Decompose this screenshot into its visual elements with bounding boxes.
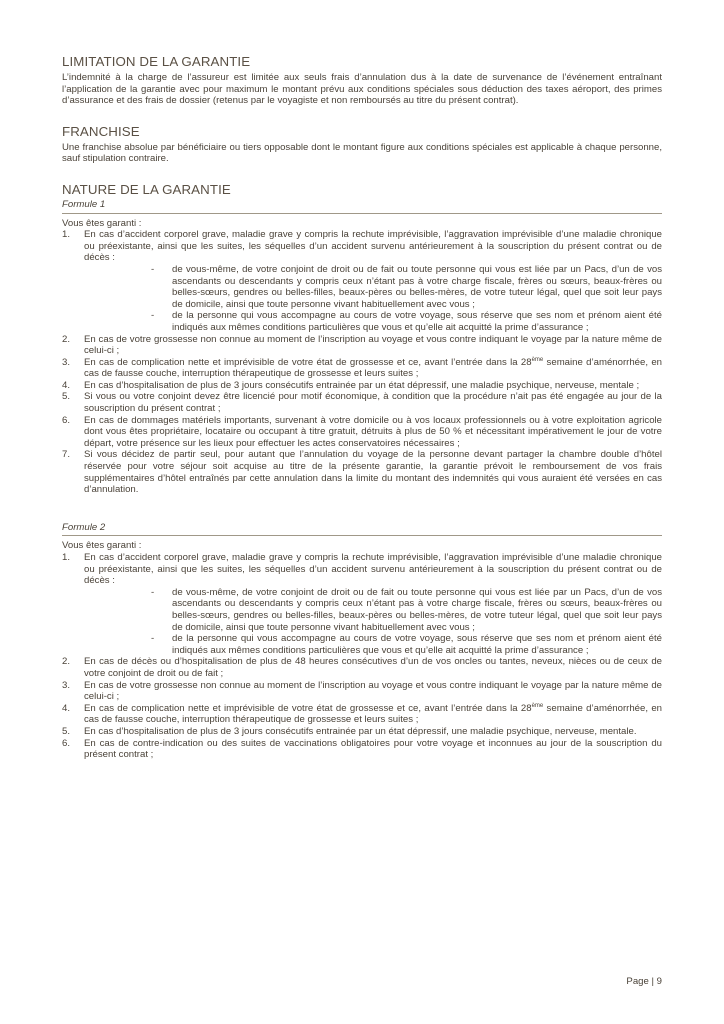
- formule-1-list: [62, 229, 662, 496]
- limitation-title: LIMITATION DE LA GARANTIE: [62, 54, 251, 69]
- item-number: 2.: [62, 333, 71, 345]
- superscript: ème: [531, 356, 544, 363]
- item-text: En cas d’accident corporel grave, maladie grave y compris la rechute imprévisible, l’aggravation imprévisible d’une maladie chronique ou préexistante, ainsi que les suites, les séquelles d’un accident survenu antérieurement à la souscription du présent contrat ou de décès :: [84, 229, 662, 264]
- sub-list: [84, 587, 662, 657]
- list-item: [62, 680, 662, 703]
- formule-2-list: [62, 552, 662, 761]
- item-number: 5.: [62, 391, 71, 403]
- item-text: En cas de dommages matériels importants, survenant à votre domicile ou à vos locaux professionnels ou à votre exploitation agricole dont vous êtes propriétaire, locataire ou occupant à titre gratuit, détruits à plus de 50 % et nécessitant impérativement le jour de votre départ, votre présence sur les lieux pour effectuer les actes conservatoires nécessaires ;: [84, 414, 662, 449]
- formule-1-lead: Vous êtes garanti :: [62, 217, 142, 229]
- list-item: [62, 703, 662, 726]
- list-item: [62, 726, 662, 738]
- sub-item-text: de vous-même, de votre conjoint de droit ou de fait ou toute personne qui vous est liée par un Pacs, d’un de vos ascendants ou descendants y compris ceux n’étant pas à votre charge fiscale, frères ou sœurs, beaux-frères ou belles-sœurs, gendres ou belles-filles, beaux-pères ou belles-mères, de votre tuteur légal, quel que soit leur pays de domicile, ainsi que toute personne vivant habituellement avec vous ;: [172, 263, 662, 310]
- item-number: 6.: [62, 737, 71, 749]
- dash-bullet: -: [151, 633, 155, 645]
- franchise-title: FRANCHISE: [62, 123, 140, 139]
- dash-bullet: -: [151, 586, 155, 598]
- list-item: [62, 738, 662, 761]
- list-item: [62, 415, 662, 450]
- list-item: [62, 380, 662, 392]
- sub-list: [84, 264, 662, 334]
- item-number: 5.: [62, 725, 71, 737]
- franchise-section: [62, 124, 662, 165]
- item-text: Si vous décidez de partir seul, pour autant que l’annulation du voyage de la personne devant partager la chambre double d’hôtel réservée pour votre séjour soit acquise au titre de la présente garantie, la garantie prévoit le remboursement de vos frais supplémentaires d’hôtel entraînés par cette annulation dans la limite du montant des indemnités qui vous auraient été versées en cas d’annulation.: [84, 449, 662, 496]
- limitation-section: [62, 54, 662, 107]
- item-text-after: semaine d’aménorrhée, en cas de fausse couche, interruption thérapeutique de grossesse et leurs suites ;: [84, 356, 663, 380]
- item-number: 3.: [62, 679, 71, 691]
- page-number: Page | 9: [626, 976, 662, 987]
- item-number: 6.: [62, 414, 71, 426]
- item-number: 4.: [62, 379, 71, 391]
- sub-list-item: [84, 633, 662, 656]
- nature-section: [62, 182, 662, 761]
- item-number: 4.: [62, 702, 71, 714]
- item-number: 3.: [62, 356, 71, 368]
- item-number: 7.: [62, 449, 71, 461]
- list-item: [62, 391, 662, 414]
- sub-list-item: [84, 310, 662, 333]
- item-text: Si vous ou votre conjoint devez être licencié pour motif économique, à condition que la procédure n’ait pas été engagée au jour de la souscription du présent contrat ;: [84, 391, 662, 415]
- item-text: En cas d’accident corporel grave, maladie grave y compris la rechute imprévisible, l’aggravation imprévisible d’une maladie chronique ou préexistante, ainsi que les suites, les séquelles d’un accident survenu antérieurement à la souscription du présent contrat ou de décès :: [84, 552, 662, 587]
- list-item: [62, 357, 662, 380]
- sub-item-text: de la personne qui vous accompagne au cours de votre voyage, sous réserve que ses nom et prénom aient été indiqués aux mêmes conditions particulières que vous et qu’elle ait acquitté la prime d’assurance ;: [172, 633, 662, 656]
- sub-list-item: [84, 264, 662, 310]
- item-text: En cas de décès ou d’hospitalisation de plus de 48 heures consécutives d’un de vos oncles ou tantes, neveux, nièces ou de ceux de votre conjoint de droit ou de fait ;: [84, 656, 662, 679]
- list-item: [62, 449, 662, 495]
- franchise-text: Une franchise absolue par bénéficiaire ou tiers opposable dont le montant figure aux conditions spéciales est applicable à chaque personne, sauf stipulation contraire.: [62, 141, 662, 165]
- item-text: En cas d’hospitalisation de plus de 3 jours consécutifs entrainée par un état dépressif, une maladie psychique, nerveuse, mentale.: [84, 725, 637, 737]
- sub-item-text: de vous-même, de votre conjoint de droit ou de fait ou toute personne qui vous est liée par un Pacs, d’un de vos ascendants ou descendants y compris ceux n’étant pas à votre charge fiscale, frères ou sœurs, beaux-frères ou belles-sœurs, gendres ou belles-filles, beaux-pères ou belles-mères, de votre tuteur légal, quel que soit leur pays de domicile, ainsi que toute personne vivant habituellement avec vous ;: [172, 586, 662, 633]
- dash-bullet: -: [151, 310, 155, 322]
- item-text: En cas de votre grossesse non connue au moment de l’inscription au voyage et vous contre indiquant le voyage par la nature même de celui-ci ;: [84, 333, 662, 357]
- item-text: En cas de contre-indication ou des suites de vaccinations obligatoires pour votre voyage et inconnues au jour de la souscription du présent contrat ;: [84, 737, 662, 761]
- nature-title: NATURE DE LA GARANTIE: [62, 181, 231, 197]
- superscript: ème: [531, 702, 544, 709]
- item-text: En cas d’hospitalisation de plus de 3 jours consécutifs entrainée par un état dépressif, une maladie psychique, nerveuse, mentale ;: [84, 379, 640, 391]
- formule-1-label: Formule 1: [62, 199, 662, 214]
- item-text-before: En cas de complication nette et imprévisible de votre état de grossesse et ce, avant l’entrée dans la 28: [84, 702, 532, 714]
- item-text-after: semaine d’aménorrhée, en cas de fausse couche, interruption thérapeutique de grossesse et leurs suites ;: [84, 702, 663, 726]
- document-page: [62, 54, 662, 761]
- item-text-before: En cas de complication nette et imprévisible de votre état de grossesse et ce, avant l’entrée dans la 28: [84, 356, 532, 368]
- list-item: [62, 334, 662, 357]
- formule-2-lead: Vous êtes garanti :: [62, 540, 142, 552]
- limitation-text: L’indemnité à la charge de l’assureur est limitée aux seuls frais d’annulation dus à la date de survenance de l’événement entraînant l’application de la garantie avec pour maximum le montant prévu aux conditions spéciales sous déduction des taxes aéroport, des primes d’assurance et des frais de dossier (retenus par le voyagiste et non remboursés au titre du présent contrat).: [62, 72, 662, 107]
- list-item: [62, 552, 662, 656]
- list-item: [62, 656, 662, 679]
- item-number: 1.: [62, 229, 71, 241]
- item-number: 2.: [62, 656, 71, 668]
- dash-bullet: -: [151, 263, 155, 275]
- list-item: [62, 229, 662, 333]
- sub-item-text: de la personne qui vous accompagne au cours de votre voyage, sous réserve que ses nom et prénom aient été indiqués aux mêmes conditions particulières que vous et qu’elle ait acquitté la prime d’assurance ;: [172, 310, 662, 333]
- item-text: En cas de votre grossesse non connue au moment de l’inscription au voyage et vous contre indiquant le voyage par la nature même de celui-ci ;: [84, 679, 662, 703]
- formule-2-label: Formule 2: [62, 522, 662, 537]
- item-number: 1.: [62, 552, 71, 563]
- sub-list-item: [84, 587, 662, 633]
